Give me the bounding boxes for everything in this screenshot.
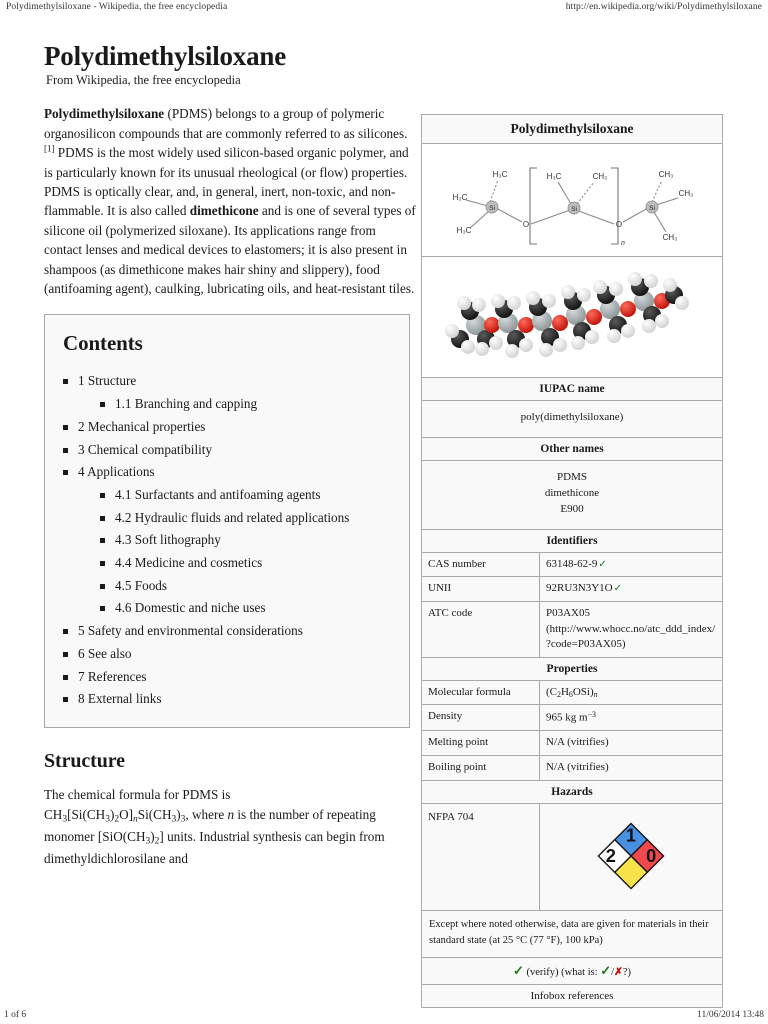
svg-text:CH₃: CH₃ — [658, 170, 674, 179]
section-heading-structure: Structure — [44, 749, 125, 772]
infobox-other-names — [422, 461, 722, 530]
skeletal-structure-image[interactable] — [422, 144, 722, 257]
toc-item-1[interactable]: 1 Structure — [61, 370, 393, 393]
lead-term-dimethicone: dimethicone — [189, 203, 259, 219]
property-row-melting-point — [422, 731, 722, 756]
page-title: Polydimethylsiloxane — [44, 41, 287, 71]
verified-check-icon: ✓ — [598, 558, 607, 570]
article-main-column — [44, 34, 416, 868]
print-header-title: Polydimethylsiloxane - Wikipedia, the free encyclopedia — [6, 2, 228, 12]
property-value-melting-point: N/A (vitrifies) — [546, 736, 609, 749]
reference-marker-1[interactable]: [1] — [44, 143, 55, 154]
toc-item-4-1[interactable]: 4.1 Surfactants and antifoaming agents — [98, 484, 393, 507]
toc-item-4-4[interactable]: 4.4 Medicine and cosmetics — [98, 552, 393, 575]
skeletal-structure-diagram — [430, 150, 714, 250]
identifier-row-unii — [422, 577, 722, 602]
property-key-density: Density — [422, 705, 540, 730]
property-value-molecular-formula: $(C_2H_6OSi)_n$ — [546, 685, 598, 699]
chembox-infobox-column — [421, 114, 723, 1008]
verify-yes-icon: ✓ — [600, 963, 612, 979]
table-of-contents — [44, 314, 410, 728]
property-row-molecular-formula — [422, 681, 722, 706]
nfpa-diamond-cell[interactable] — [540, 804, 722, 910]
other-name-3: E900 — [560, 502, 584, 515]
property-key-molecular-formula: Molecular formula — [422, 681, 540, 705]
identifier-key-unii: UNII — [422, 577, 540, 601]
print-header-url: http://en.wikipedia.org/wiki/Polydimethylsiloxane — [565, 2, 762, 12]
identifier-value-cas[interactable] — [540, 553, 722, 577]
toc-item-4-2[interactable]: 4.2 Hydraulic fluids and related applications — [98, 507, 393, 530]
svg-text:H₃C: H₃C — [452, 193, 468, 202]
nfpa-label: NFPA 704 — [422, 804, 540, 910]
svg-text:Si: Si — [489, 205, 495, 212]
svg-text:Si: Si — [571, 206, 577, 213]
svg-text:CH₃: CH₃ — [662, 233, 678, 242]
lead-paragraph — [44, 104, 416, 298]
infobox-section-identifiers: Identifiers — [422, 530, 722, 553]
svg-text:Si: Si — [649, 205, 655, 212]
infobox-section-iupac: IUPAC name — [422, 378, 722, 401]
toc-item-4-5[interactable]: 4.5 Foods — [98, 575, 393, 598]
toc-item-4-3[interactable]: 4.3 Soft lithography — [98, 529, 393, 552]
infobox-verify-row[interactable] — [422, 958, 722, 985]
toc-item-4-6[interactable]: 4.6 Domestic and niche uses — [98, 597, 393, 620]
verify-suffix: ?) — [622, 967, 632, 979]
toc-item-4[interactable]: 4 Applications — [61, 461, 393, 484]
print-header — [0, 2, 768, 12]
property-key-boiling-point: Boiling point — [422, 756, 540, 780]
toc-item-3[interactable]: 3 Chemical compatibility — [61, 439, 393, 462]
identifier-value-atc[interactable]: P03AX05 (http://www.whocc.no/atc_ddd_index/?code=P03AX05) — [546, 606, 716, 651]
infobox-references-link[interactable]: Infobox references — [422, 985, 722, 1007]
svg-text:H₃C: H₃C — [456, 226, 472, 235]
infobox-section-hazards: Hazards — [422, 781, 722, 804]
chembox-infobox — [421, 114, 723, 1008]
toc-item-2[interactable]: 2 Mechanical properties — [61, 416, 393, 439]
toc-list — [61, 370, 393, 711]
identifier-row-cas — [422, 553, 722, 578]
other-name-1: PDMS — [557, 470, 587, 483]
verify-text: (verify) (what is: — [526, 967, 598, 979]
hazard-row-nfpa — [422, 804, 722, 911]
article-subtitle: From Wikipedia, the free encyclopedia — [46, 73, 241, 88]
property-row-density — [422, 705, 722, 731]
svg-text:H₃C: H₃C — [492, 170, 508, 179]
svg-text:O: O — [522, 220, 530, 229]
print-footer — [0, 1010, 768, 1020]
space-filling-model — [430, 263, 714, 371]
property-value-boiling-point: N/A (vitrifies) — [546, 760, 609, 773]
infobox-title: Polydimethylsiloxane — [422, 115, 722, 144]
print-footer-timestamp: 11/06/2014 13:48 — [697, 1010, 764, 1020]
nfpa-health-value: 2 — [605, 844, 616, 866]
verified-check-icon: ✓ — [613, 583, 623, 595]
identifier-key-cas: CAS number — [422, 553, 540, 577]
toc-item-6[interactable]: 6 See also — [61, 643, 393, 666]
svg-text:CH₃: CH₃ — [678, 189, 694, 198]
svg-text:H₃C: H₃C — [546, 172, 562, 181]
svg-text:O: O — [615, 220, 623, 229]
svg-text:n: n — [621, 240, 625, 247]
toc-item-5[interactable]: 5 Safety and environmental considerations — [61, 620, 393, 643]
toc-heading: Contents — [63, 331, 143, 356]
property-value-density: 965 kg $m^{-3}$ — [546, 710, 596, 724]
toc-item-1-1[interactable]: 1.1 Branching and capping — [98, 393, 393, 416]
lead-text-b: PDMS is the most widely used silicon-based organic polymer, and is particularly known for its unusual rheological (or flow) properties. PDMS is optically clear, and, in general, inert, non-toxic, and non-flammable. It is also called — [44, 145, 409, 219]
lead-text-c: and is one of several types of silicone oil (polymerized siloxane). Its applications range from contact lenses and medical devices to elastomers; it is also present in shampoos (as dimethicone makes hair shiny and slippery), food (antifoaming agent), caulking, lubricating oils, and heat-resistant tiles. — [44, 203, 416, 296]
nfpa-flammability-value: 1 — [625, 824, 637, 846]
article-body — [0, 34, 768, 1003]
property-key-melting-point: Melting point — [422, 731, 540, 755]
verify-check-icon: ✓ — [512, 963, 524, 979]
verify-no-icon: ✗ — [614, 967, 623, 979]
verify-slash: / — [611, 967, 615, 979]
other-name-2: dimethicone — [544, 486, 600, 499]
nfpa-reactivity-value: 0 — [646, 844, 657, 866]
lead-text-a: (PDMS) belongs to a group of polymeric organosilicon compounds that are commonly referred to as silicones. — [44, 106, 408, 141]
space-filling-model-image[interactable] — [422, 257, 722, 378]
identifier-key-atc: ATC code — [422, 602, 540, 657]
infobox-section-properties: Properties — [422, 658, 722, 681]
infobox-iupac-value: poly(dimethylsiloxane) — [422, 401, 722, 438]
structure-paragraph: The chemical formula for PDMS is $CH_3[Si(CH_3)_2O]_nSi(CH_3)_3$, where n is the number of repeating monomer $[SiO(CH_3)_2]$ units. Industrial synthesis can begin from dimethyldichlorosilane and — [44, 786, 385, 866]
toc-item-7[interactable]: 7 References — [61, 666, 393, 689]
identifier-row-atc — [422, 602, 722, 658]
print-footer-page: 1 of 6 — [4, 1010, 27, 1020]
infobox-standard-state-note: Except where noted otherwise, data are given for materials in their standard state (at 25 °C (77 °F), 100 kPa) — [422, 911, 722, 959]
cas-number-text: 63148-62-9 — [546, 557, 598, 570]
toc-item-8[interactable]: 8 External links — [61, 688, 393, 711]
identifier-value-unii[interactable] — [540, 577, 722, 601]
lead-term-pdms: Polydimethylsiloxane — [44, 106, 165, 122]
property-row-boiling-point — [422, 756, 722, 781]
unii-text: 92RU3N3Y1O — [546, 582, 613, 595]
nfpa-704-diamond-icon — [583, 808, 679, 904]
svg-text:CH₃: CH₃ — [592, 172, 608, 181]
infobox-section-other-names: Other names — [422, 438, 722, 461]
